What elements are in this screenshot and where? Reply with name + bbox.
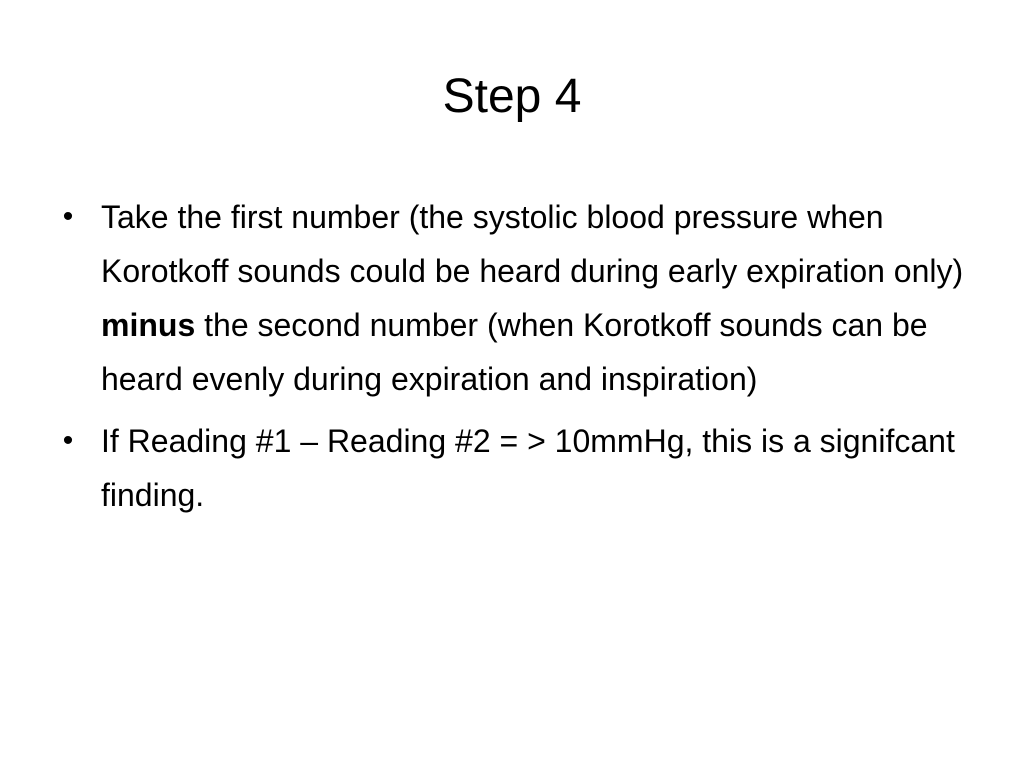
bullet-1-text-after: the second number (when Korotkoff sounds can be heard evenly during expiration and inspiration) [101, 307, 928, 397]
bullet-list [58, 190, 978, 530]
bullet-marker: • [62, 424, 74, 457]
bullet-item-2 [58, 414, 978, 522]
bullet-2-text: If Reading #1 – Reading #2 = > 10mmHg, this is a signifcant finding. [101, 423, 955, 513]
slide-title: Step 4 [442, 70, 582, 123]
bullet-1-text-before: Take the first number (the systolic blood pressure when Korotkoff sounds could be heard during early expiration only) [101, 199, 964, 289]
bullet-1-emphasis: minus [101, 307, 196, 343]
bullet-marker: • [62, 200, 74, 233]
bullet-item-1 [58, 190, 978, 406]
